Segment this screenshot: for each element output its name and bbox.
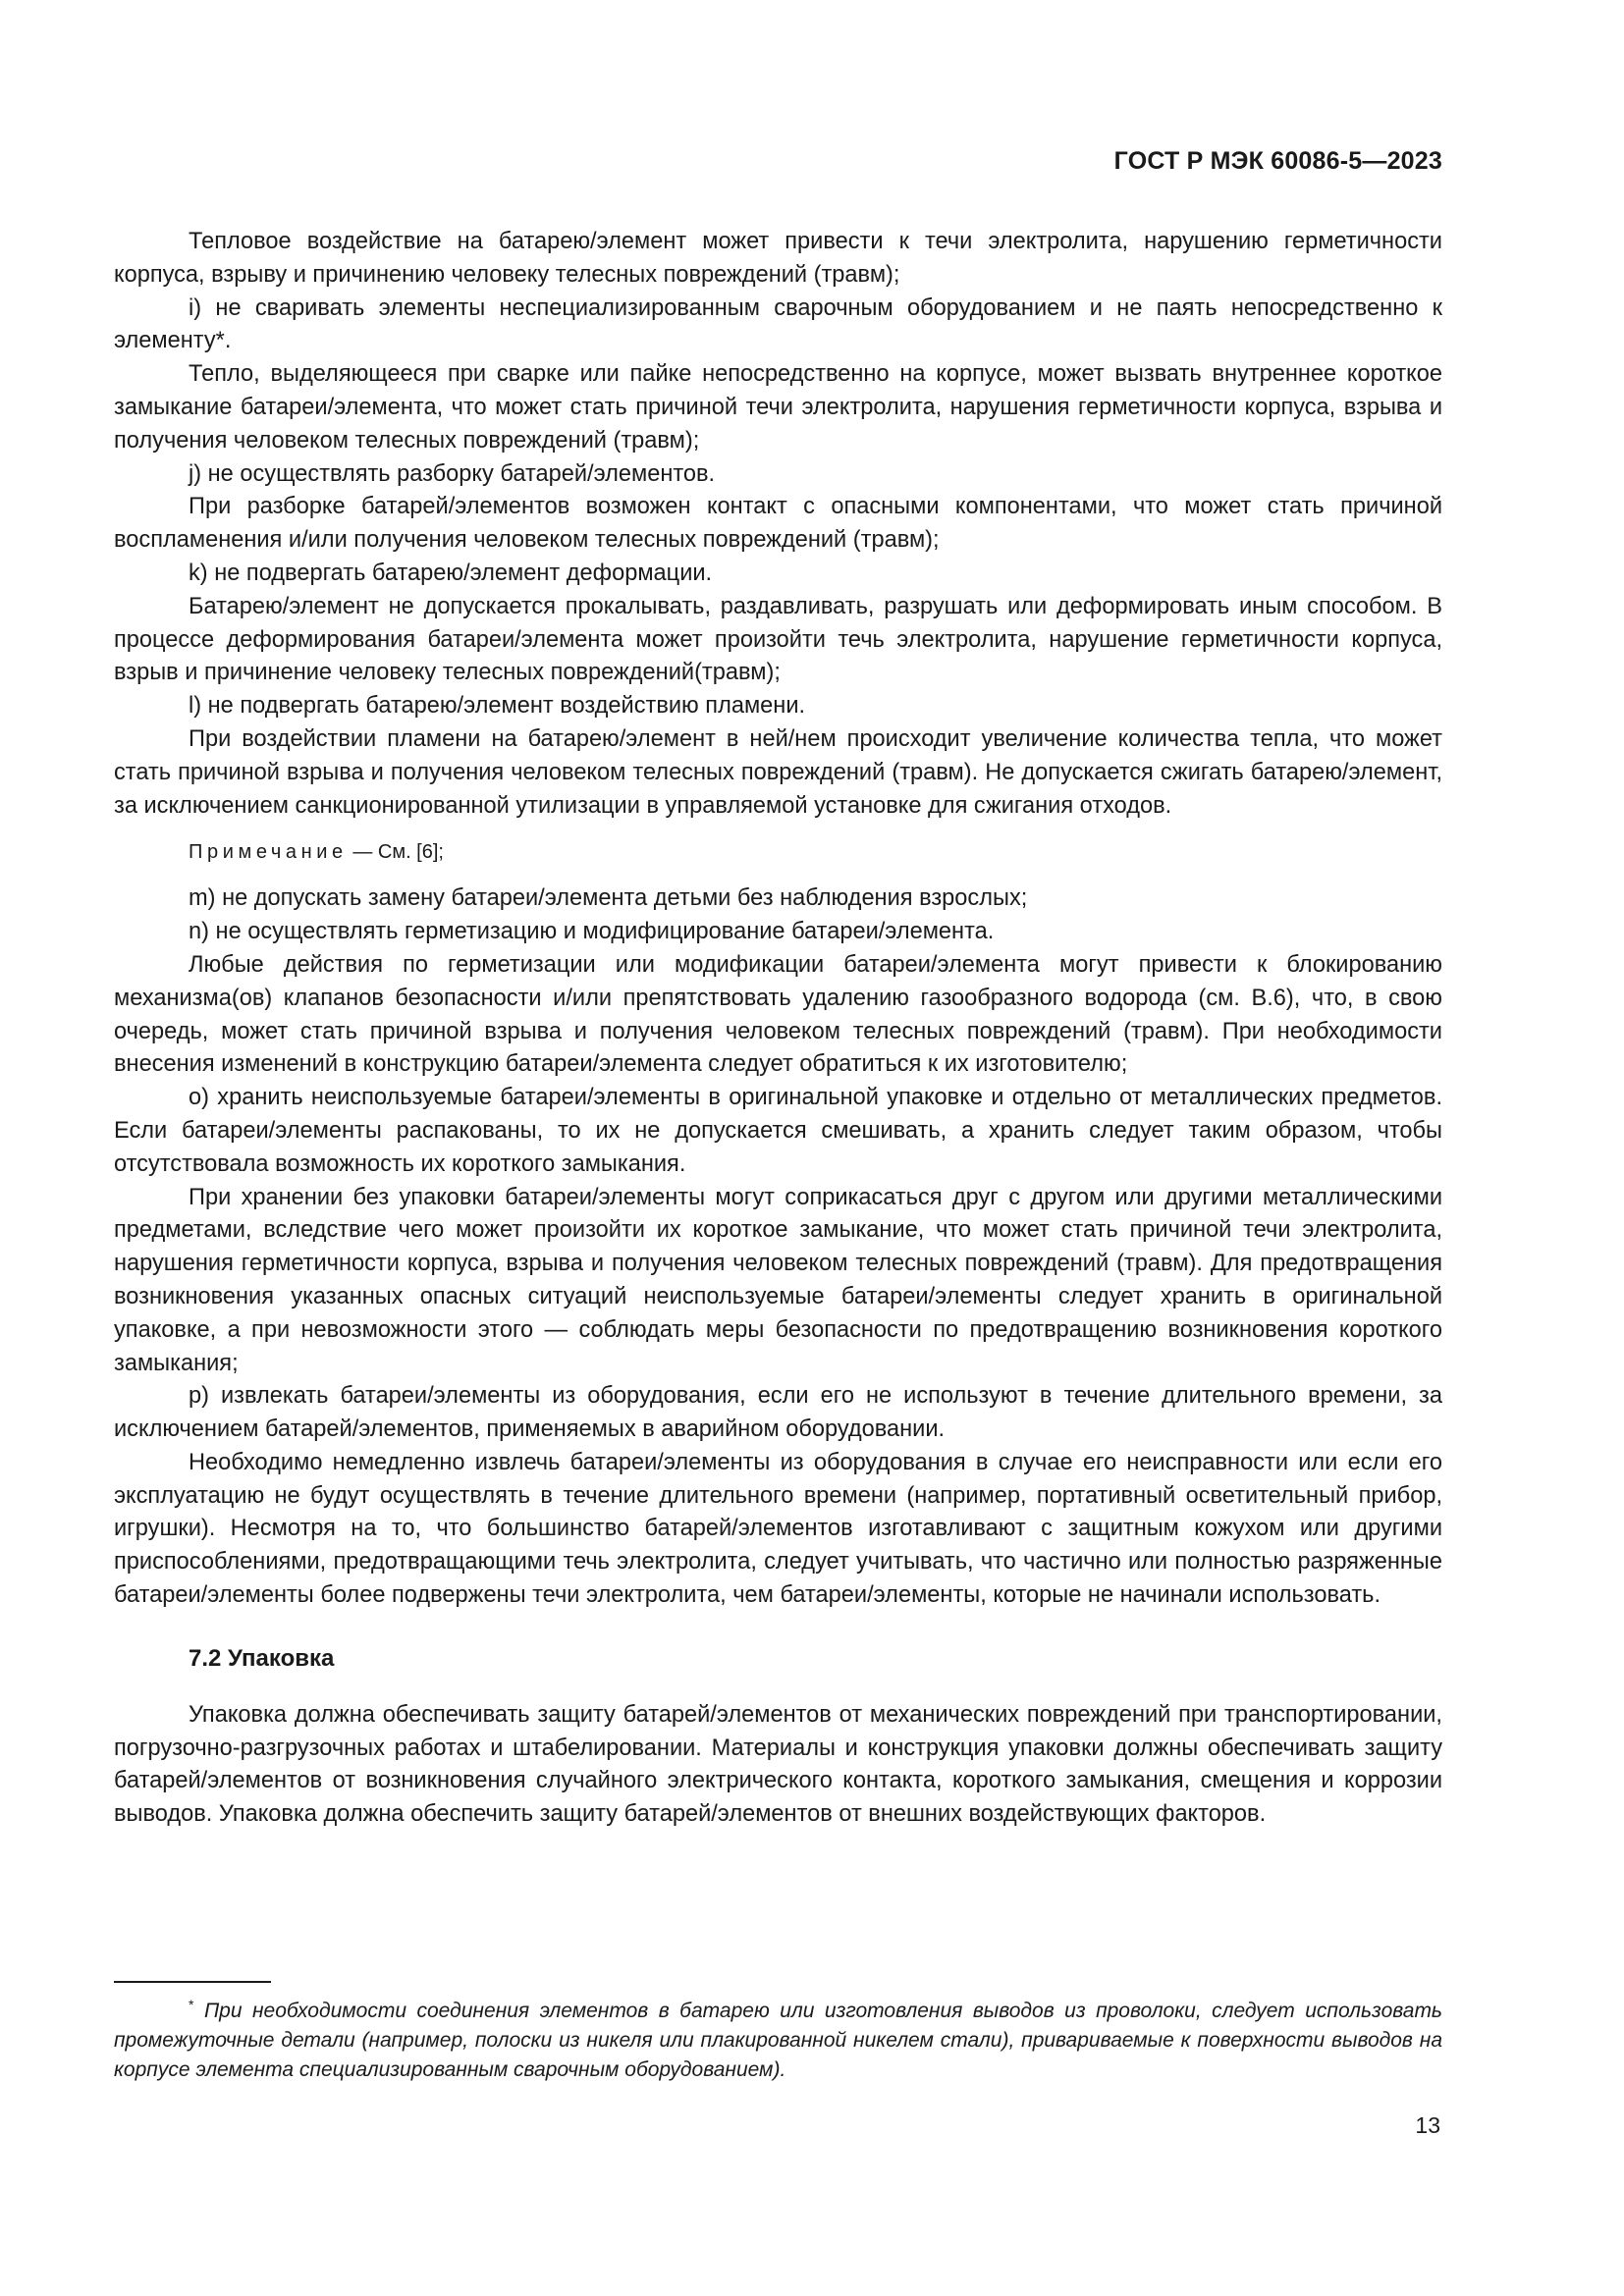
paragraph: При разборке батарей/элементов возможен контакт с опасными компонентами, что может стать причиной воспламенения и/или получения человеком телесных повреждений (травм); bbox=[114, 494, 1442, 554]
paragraph: Упаковка должна обеспечивать защиту батарей/элементов от механических повреждений при транспортировании, погрузочно-разгрузочных работах и штабелировании. Материалы и конструкция упаковки должны обеспечивать защиту батарей/элементов от возникновения случайного электрического контакта, короткого замыкания, смещения и коррозии выводов. Упаковка должна обеспечить защиту батарей/элементов от внешних воздействующих факторов. bbox=[114, 1701, 1442, 1828]
section-heading: 7.2 Упаковка bbox=[189, 1644, 335, 1672]
standard-designation: ГОСТ Р МЭК 60086-5—2023 bbox=[1113, 147, 1442, 175]
paragraph: Тепловое воздействие на батарею/элемент может привести к течи электролита, нарушению герметичности корпуса, взрыву и причинению человеку телесных повреждений (травм); bbox=[114, 229, 1442, 288]
list-item-o: o) хранить неиспользуемые батареи/элементы в оригинальной упаковке и отдельно от металлических предметов. Если батареи/элементы распакованы, то их не допускается смешивать, а хранить следует таким образом, чтобы отсутствовала возможность их короткого замыкания. bbox=[114, 1085, 1442, 1177]
list-item-m: m) не допускать замену батареи/элемента детьми без наблюдения взрослых; bbox=[189, 885, 1028, 912]
paragraph: Необходимо немедленно извлечь батареи/элементы из оборудования в случае его неисправности или если его эксплуатацию не будут осуществлять в течение длительного времени (например, портативный осветительный прибор, игрушки). Несмотря на то, что большинство батарей/элементов изготавливают с защитным кожухом или другими приспособлениями, предотвращающими течь электролита, следует учитывать, что частично или полностью разряженные батареи/элементы более подвержены течи электролита, чем батареи/элементы, которые не начинали использовать. bbox=[114, 1449, 1442, 1609]
paragraph: При воздействии пламени на батарею/элемент в ней/нем происходит увеличение количества тепла, что может стать причиной взрыва и получения человеком телесных повреждений (травм). Не допускается сжигать батарею/элемент, за исключением санкционированной утилизации в управляемой установке для сжигания отходов. bbox=[114, 725, 1442, 819]
list-item-j: j) не осуществлять разборку батарей/элементов. bbox=[189, 460, 716, 487]
list-item-l: l) не подвергать батарею/элемент воздействию пламени. bbox=[189, 693, 806, 720]
list-item-i: i) не сваривать элементы неспециализированным сварочным оборудованием и не паять непосредственно к элементу*. bbox=[114, 294, 1442, 354]
footnote-text-block bbox=[114, 1997, 1442, 2085]
document-body bbox=[114, 226, 1442, 1832]
paragraph: Батарею/элемент не допускается прокалывать, раздавливать, разрушать или деформировать иным способом. В процессе деформирования батареи/элемента может произойти течь электролита, нарушение герметичности корпуса, взрыв и причинение человеку телесных повреждений(травм); bbox=[114, 593, 1442, 686]
list-item-n: n) не осуществлять герметизацию и модифицирование батареи/элемента. bbox=[189, 919, 995, 945]
footnote-text: При необходимости соединения элементов в батарею или изготовления выводов из проволоки, следует использовать промежуточные детали (например, полоски из никеля или плакированной никелем стали), привариваемые к поверхности выводов на корпусе элемента специализированным сварочным оборудованием). bbox=[114, 2000, 1442, 2081]
note-text: — См. [6]; bbox=[347, 841, 444, 864]
paragraph: Тепло, выделяющееся при сварке или пайке непосредственно на корпусе, может вызвать внутреннее короткое замыкание батареи/элемента, что может стать причиной течи электролита, нарушения герметичности корпуса, взрыва и получения человеком телесных повреждений (травм); bbox=[114, 361, 1442, 454]
page-number: 13 bbox=[1415, 2112, 1440, 2138]
footnote-separator bbox=[114, 1981, 271, 1983]
note bbox=[114, 838, 1442, 866]
footnote-marker: * bbox=[189, 1997, 194, 2012]
note-label: Примечание bbox=[189, 841, 348, 864]
list-item-p: p) извлекать батареи/элементы из оборудования, если его не используют в течение длительного времени, за исключением батарей/элементов, применяемых в аварийном оборудовании. bbox=[114, 1383, 1442, 1443]
list-item-k: k) не подвергать батарею/элемент деформации. bbox=[189, 560, 713, 586]
paragraph: При хранении без упаковки батареи/элементы могут соприкасаться друг с другом или другими металлическими предметами, вследствие чего может произойти их короткое замыкание, что может стать причиной течи электролита, нарушения герметичности корпуса, взрыва и получения человеком телесных повреждений (травм). Для предотвращения возникновения указанных опасных ситуаций неиспользуемые батареи/элементы следует хранить в оригинальной упаковке, а при невозможности этого — соблюдать меры безопасности по предотвращению возникновения короткого замыкания; bbox=[114, 1184, 1442, 1376]
footnote bbox=[114, 1997, 1442, 2085]
paragraph: Любые действия по герметизации или модификации батареи/элемента могут привести к блокированию механизма(ов) клапанов безопасности и/или препятствовать удалению газообразного водорода (см. В.6), что, в свою очередь, может стать причиной взрыва и получения человеком телесных повреждений (травм). При необходимости внесения изменений в конструкцию батареи/элемента следует обратиться к их изготовителю; bbox=[114, 951, 1442, 1078]
